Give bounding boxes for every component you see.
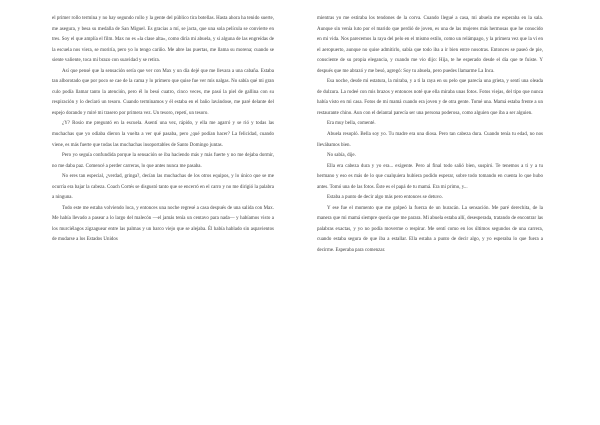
right-paragraph-2: Esa noche, desde mi estatura, la miraba, y a ti la raya en su pelo que parecía una grieta, y sentí una oleada de dulzura. La rodeé con mis brazos y entonces noté que ella miraba unas fotos. Fotos viejas, del tipo que nunca había visto en mi casa. Fotos de mi mamá cuando era joven y de otra gente. Tomé una. Mamá estaba frente a un restaurante chino. Aun con el delantal parecía ser una persona poderosa, como alguien que iba a ser alguien. xyxy=(317,79,543,116)
right-paragraph-4: Abuela resopló. Bella soy yo. Tu madre era una diosa. Pero tan cabeza dura. Cuando tenía tu edad, no nos llevábamos bien. xyxy=(317,132,543,148)
left-paragraph-6: Todo este me estaba volviendo loca, y entonces una noche regresé a casa después de una salida con Max. Me había llevado a pasear a lo largo del malecón —el jamás tenía un centavo para nada— y habíamos visto a los murciélagos zigzaguear entre las palmas y un barco viejo que se alejaba. Él había hablado sin aspavientos de mudarse a los Estados Unidos xyxy=(52,205,274,243)
left-paragraph-4: Pero yo seguía confundida porque la sensación se iba haciendo más y más fuerte y no me dejaba dormir, no me daba paz. Comencé a perder carreras, lo que antes nunca me pasaba. xyxy=(52,153,274,169)
right-paragraph-3: Era muy bella, comenté. xyxy=(327,121,376,127)
right-paragraph-6: Ella era cabeza dura y yo era... exigente. Pero al final todo salió bien, suspiró. Te tenemos a ti y a tu hermano y eso es más de lo que cualquiera hubiera podido esperar, sobre todo tomando en cuenta lo que hubo antes. Tomó una de las fotos. Éste es el papá de tu mamá. Era mi primo, y... xyxy=(317,163,543,190)
left-page xyxy=(52,14,274,246)
left-paragraph-3: ¿Y? Rosio me preguntó en la escuela. Asentí una vez, rápido, y ella me agarró y se rió y todas las muchachas que yo odiaba dieron la vuelta a ver qué pasaba, pero ¿qué podían hacer? La felicidad, cuando viene, es más fuerte que todas las muchachas insoportables de Santo Domingo juntas. xyxy=(52,121,274,148)
right-paragraph-5: No sabía, dije. xyxy=(327,153,356,159)
right-paragraph-7: Estaba a punto de decir algo más pero entonces se detuvo. xyxy=(327,195,443,201)
right-paragraph-1: mientras yo me estiraba los tendones de la corva. Cuando llegué a casa, mi abuela me esperaba en la sala. Aunque sin venía luto por el marido que perdió de joven, es una de las mujeres más hermosas que he conocido en mi vida. Nos parecemos la raya del pelo en el mismo estilo, como un relámpago, y la primera vez que la vi en el aeropuerto, aunque no quise admitirlo, sabía que todo iba a ir bien entre nosotras. Entonces se paseó de pie, consciente de su propia elegancia, y cuando me vio dijo: Hija, te he esperado desde el día que te fuiste. Y después que me abrazó y me besó, agregó: Soy tu abuela, pero puedes llamarme La Inca. xyxy=(317,16,543,74)
right-paragraph-8: Y ese fue el momento que me golpeó la fuerza de un huracán. La sensación. Me paré derechita, de la manera que mi mamá siempre quería que me parara. Mi abuela estaba allí, desesperada, tratando de encontrar las palabras exactas, y yo no podía moverme o respirar. Me sentí como en los últimos segundos de una carrera, cuando estaba segura de que iba a estallar. Ella estaba a punto de decir algo, y yo esperaba lo que fuera a decirme. Esperaba para comenzar. xyxy=(317,205,543,254)
left-paragraph-1: el primer rollo termina y no hay segundo rollo y la gente del público tira botellas. Hasta ahora ha tenido suerte, me asegura, y besa su medalla de San Miguel. Es gracias a mí, se jacta, que una sola película se convierte en tres. Soy el que amplía el film. Max no es «la clase alta», como diría mi abuela, y si alguna de las engreídas de la escuela nos viera, se moriría, pero yo lo tengo cariño. Me abre las puertas, me llama su morena; cuando se siente valiente, toca mi brazo con suavidad y se retira. xyxy=(52,16,274,64)
left-paragraph-5: No eres tan especial, ¿verdad, gringa?, decían las muchachas de los otros equipos, y lo único que se me ocurría era bajar la cabeza. Coach Cortés se disgustó tanto que se encerró en el carro y no me dirigió la palabra a ninguna. xyxy=(52,174,274,201)
right-page xyxy=(317,14,543,257)
left-paragraph-2: Así que pensé que la sensación sería que ver con Max y un día dejé que me llevara a una cabaña. Estaba tan alborotado que por poco se cae de la cama y lo primero que quise fue ver mis nalgas. No sabía qué mi gran culo podía llamar tanto la atención, pero él lo besó cuatro, cinco veces, me pasó la piel de gallina con su respiración y lo declaró un tesoro. Cuando terminamos y él estaba en el baño lavándose, me paré delante del espejo dorando y miré mi trasero por primera vez. Un tesoro, repetí, un tesoro. xyxy=(52,68,274,116)
